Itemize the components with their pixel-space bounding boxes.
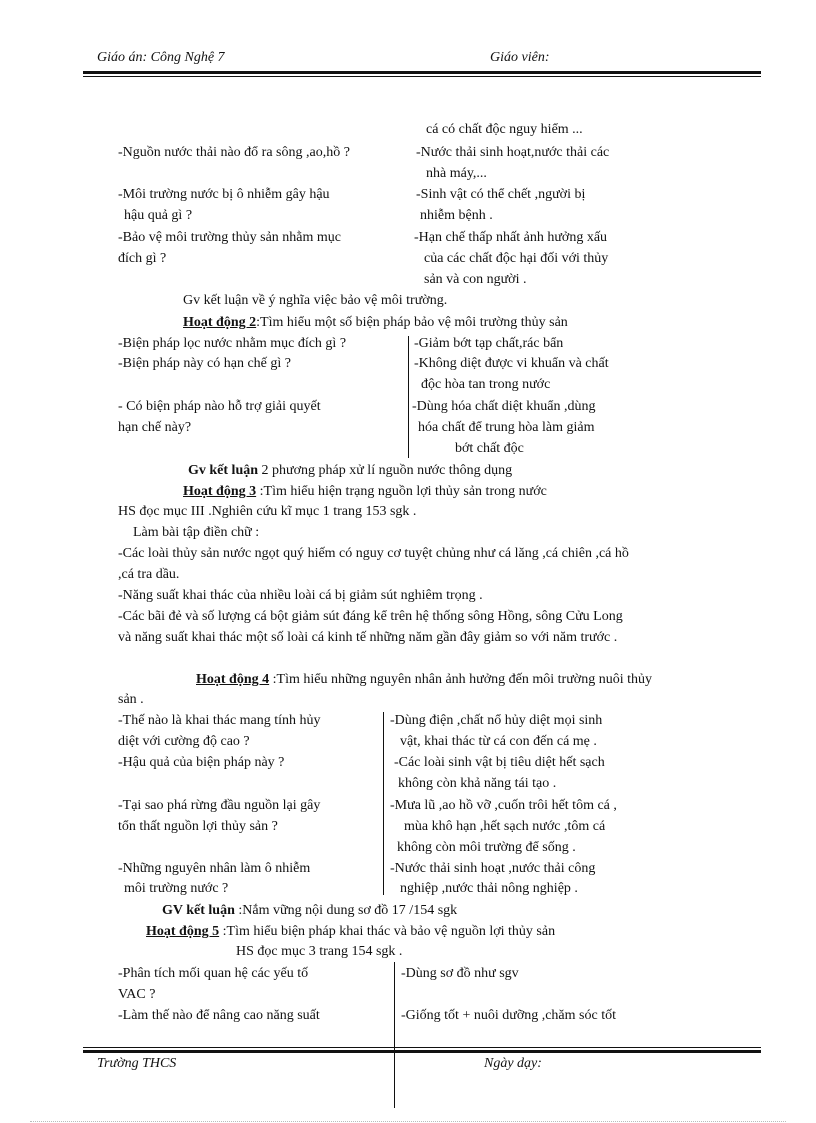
activity-heading [146, 922, 555, 942]
answer: -Sinh vật có thể chết ,người bị [416, 187, 586, 202]
page-edge-dots [30, 1121, 786, 1122]
answer: -Các loài sinh vật bị tiêu diệt hết sạch [394, 755, 605, 770]
question: -Môi trường nước bị ô nhiễm gây hậu [118, 187, 330, 202]
column-divider [383, 712, 384, 895]
question: -Biện pháp lọc nước nhằm mục đích gì ? [118, 336, 347, 351]
question: -Thế nào là khai thác mang tính hủy [118, 713, 321, 728]
answer: nhà máy,... [426, 166, 487, 181]
activity-label: Hoạt động 5 [146, 924, 220, 939]
conclusion [162, 901, 457, 921]
question: đích gì ? [118, 251, 167, 266]
conclusion [188, 461, 512, 481]
header-subject: Giáo án: Công Nghệ 7 [97, 50, 225, 65]
footer-date: Ngày dạy: [484, 1056, 542, 1071]
conclusion-text: 2 phương pháp xử lí nguồn nước thông dụng [258, 463, 513, 478]
question: tổn thất nguồn lợi thủy sản ? [118, 819, 278, 834]
activity-title-cont: sản . [118, 692, 144, 707]
activity-heading [183, 313, 568, 333]
footer-school: Trường THCS [97, 1056, 177, 1071]
question: -Phân tích mối quan hệ các yếu tố [118, 966, 309, 981]
answer: mùa khô hạn ,hết sạch nước ,tôm cá [404, 819, 606, 834]
answer: không còn khả năng tái tạo . [398, 776, 557, 791]
footer-rule-thin [83, 1047, 761, 1048]
activity-label: Hoạt động 4 [196, 672, 270, 687]
question: môi trường nước ? [124, 881, 229, 896]
answer: hóa chất để trung hòa làm giảm [418, 420, 595, 435]
question: -Biện pháp này có hạn chế gì ? [118, 356, 291, 371]
conclusion-text: :Nắm vững nội dung sơ đồ 17 /154 sgk [234, 903, 458, 918]
paragraph-line: Làm bài tập điền chữ : [133, 525, 260, 540]
answer: -Giảm bớt tạp chất,rác bẩn [414, 336, 564, 351]
answer: -Nước thải sinh hoạt,nước thải các [416, 145, 610, 160]
paragraph-line: HS đọc mục III .Nghiên cứu kĩ mục 1 trang 153 sgk . [118, 504, 417, 519]
column-divider [394, 962, 395, 1108]
answer: độc hòa tan trong nước [421, 377, 551, 392]
activity-label: Hoạt động 2 [183, 315, 257, 330]
question: -Làm thế nào để nâng cao năng suất [118, 1008, 320, 1023]
answer: -Hạn chế thấp nhất ảnh hưởng xấu [414, 230, 608, 245]
conclusion-label: Gv kết luận [188, 463, 259, 478]
paragraph-line: -Năng suất khai thác của nhiều loài cá bị giảm sút nghiêm trọng . [118, 588, 483, 603]
activity-title: :Tìm hiểu một số biện pháp bảo vệ môi trường thủy sản [256, 315, 568, 330]
paragraph-line: -Các bãi đẻ và số lượng cá bột giảm sút đáng kể trên hệ thống sông Hồng, sông Cửu Long [118, 609, 623, 624]
paragraph-line: và năng suất khai thác một số loài cá kinh tế những năm gần đây giảm so với năm trước . [118, 630, 618, 645]
question: VAC ? [118, 987, 156, 1002]
question: -Nguồn nước thải nào đổ ra sông ,ao,hồ ? [118, 145, 350, 160]
paragraph-line: ,cá tra dầu. [118, 567, 180, 582]
answer: nhiễm bệnh . [420, 208, 493, 223]
column-divider [408, 336, 409, 458]
header-teacher: Giáo viên: [490, 50, 550, 65]
conclusion-label: GV kết luận [162, 903, 235, 918]
continued-answer: cá có chất độc nguy hiểm ... [426, 122, 583, 137]
answer: -Dùng điện ,chất nổ hủy diệt mọi sinh [390, 713, 603, 728]
answer: vật, khai thác từ cá con đến cá mẹ . [400, 734, 597, 749]
activity-heading [183, 482, 547, 502]
question: diệt với cường độ cao ? [118, 734, 250, 749]
question: -Tại sao phá rừng đầu nguồn lại gây [118, 798, 321, 813]
paragraph-line: HS đọc mục 3 trang 154 sgk . [236, 944, 403, 959]
question: - Có biện pháp nào hỗ trợ giải quyết [118, 399, 321, 414]
activity-title: :Tìm hiểu biện pháp khai thác và bảo vệ nguồn lợi thủy sản [219, 924, 556, 939]
answer: sản và con người . [424, 272, 527, 287]
answer: nghiệp ,nước thải nông nghiệp . [400, 881, 578, 896]
activity-title: :Tìm hiểu những nguyên nhân ảnh hưởng đến môi trường nuôi thủy [269, 672, 652, 687]
answer: của các chất độc hại đối với thủy [424, 251, 609, 266]
answer: -Dùng sơ đồ như sgv [401, 966, 519, 981]
activity-title: :Tìm hiểu hiện trạng nguồn lợi thủy sản trong nước [256, 484, 547, 499]
answer: -Dùng hóa chất diệt khuẩn ,dùng [412, 399, 596, 414]
answer: bớt chất độc [455, 441, 524, 456]
activity-heading [196, 670, 652, 690]
paragraph-line: -Các loài thủy sản nước ngọt quý hiếm có nguy cơ tuyệt chủng như cá lăng ,cá chiên ,cá hồ [118, 546, 629, 561]
question: hậu quả gì ? [124, 208, 193, 223]
answer: -Nước thải sinh hoạt ,nước thải công [390, 861, 596, 876]
question: -Hậu quả của biện pháp này ? [118, 755, 285, 770]
answer: -Không diệt được vi khuẩn và chất [414, 356, 609, 371]
question: -Những nguyên nhân làm ô nhiễm [118, 861, 311, 876]
question: hạn chế này? [118, 420, 192, 435]
footer-rule-thick [83, 1050, 761, 1053]
header-rule-thin [83, 76, 761, 77]
activity-label: Hoạt động 3 [183, 484, 257, 499]
question: -Bảo vệ môi trường thủy sản nhằm mục [118, 230, 342, 245]
conclusion: Gv kết luận về ý nghĩa việc bảo vệ môi trường. [183, 293, 448, 308]
header-rule-thick [83, 71, 761, 74]
answer: -Giống tốt + nuôi dưỡng ,chăm sóc tốt [401, 1008, 616, 1023]
answer: không còn môi trường để sống . [397, 840, 576, 855]
answer: -Mưa lũ ,ao hồ vỡ ,cuốn trôi hết tôm cá , [390, 798, 617, 813]
